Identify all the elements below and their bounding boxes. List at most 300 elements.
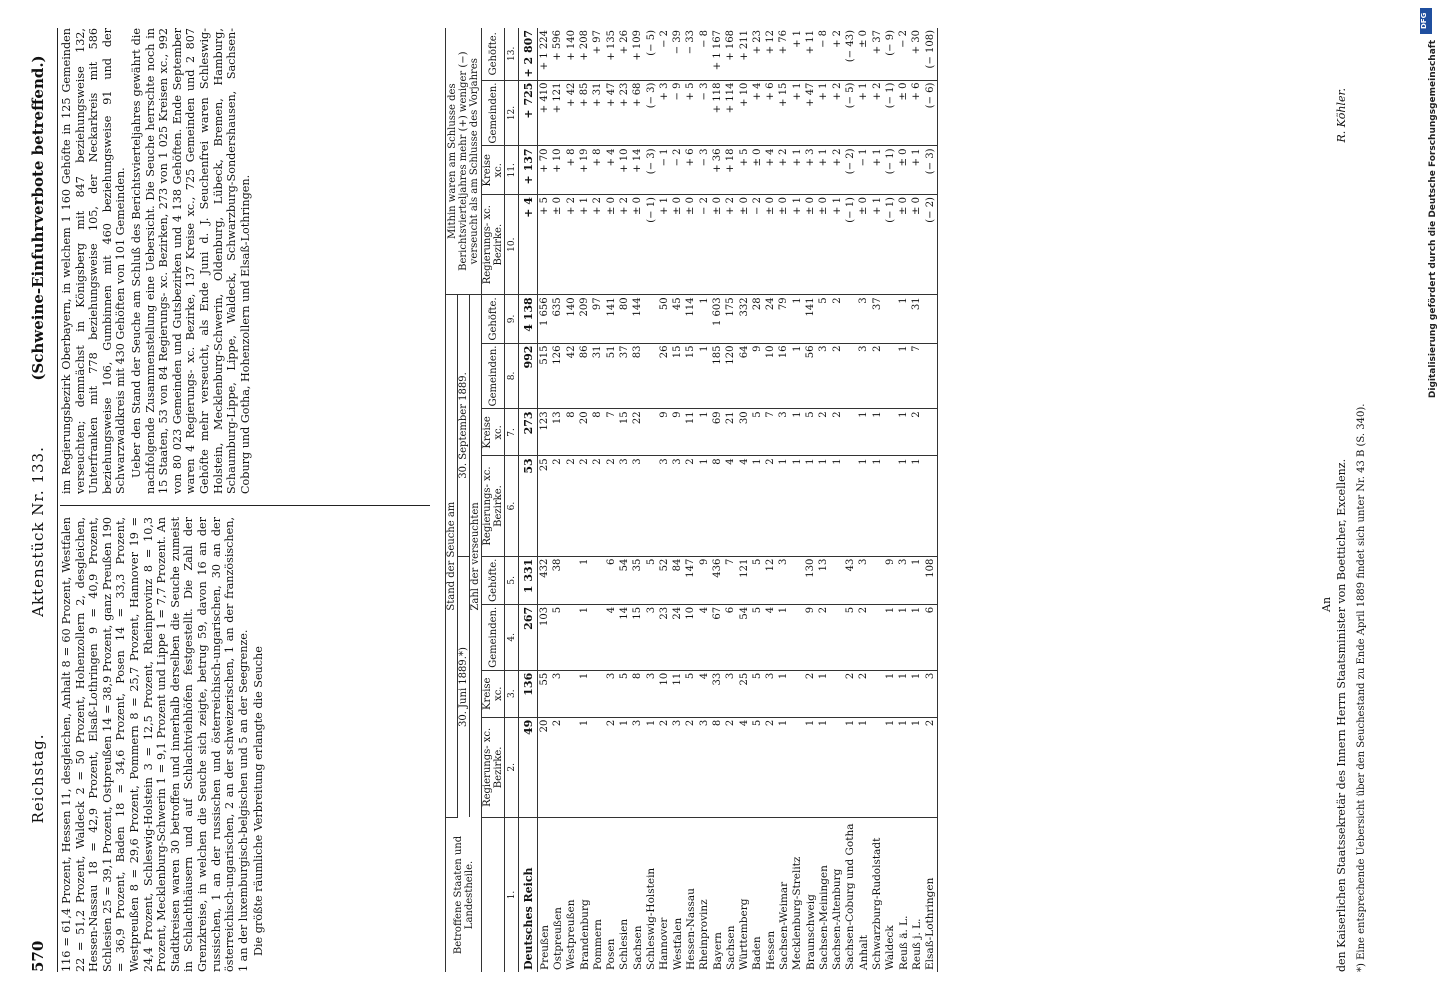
table-cell: 141 [804,295,817,343]
table-row [565,28,578,972]
table-cell [644,343,657,409]
right-paragraph: im Regierungsbezirk Oberbayern, in welchem 1 160 Gehöfte in 125 Gemeinden verseuchten; demnächst in Königsberg mit 847 beziehungsweise 132, Unterfranken mit 778 beziehungsweise 105, der Neckarkreis mit 586 beziehungsweise 106, Gumbinnen mit 460 beziehungsweise 91 und der Schwarzwaldkreis mit 430 Gehöften von 101 Gemeinden. [60,28,128,494]
table-cell: 1 [857,717,870,817]
table-cell: 1 656 [538,295,552,343]
table-cell: 51 [604,343,617,409]
table-cell: 7 [910,343,923,409]
column-number: 3. [505,670,519,717]
table-cell: ± 0 [897,195,910,295]
table-cell: 9 [698,556,711,604]
table-cell [565,670,578,717]
table-cell [884,343,897,409]
table-cell: 38 [551,556,564,604]
table-row [857,28,870,972]
table-cell: 635 [551,295,564,343]
column-divider [60,505,430,506]
table-cell: 1 [857,456,870,556]
table-cell: 3 [658,456,671,556]
table-cell: ± 0 [631,195,644,295]
left-paragraph: 116 = 61,4 Prozent, Hessen 11, desgleichen, Anhalt 8 = 60 Prozent, Westfalen 22 = 51,2 Prozent, Waldeck 2 = 50 Prozent, Hohenzollern 2, desgleichen, Hessen-Nassau 18 = 42,9 Prozent, Elsaß-Lothringen 9 = 40,9 Prozent, Schlesien 25 = 39,1 Prozent, Ostpreußen 14 = 38,9 Prozent, ganz Preußen 190 = 36,9 Prozent, Baden 18 = 34,6 Prozent, Posen 14 = 33,3 Prozent, Westpreußen 8 = 29,6 Prozent, Pommern 8 = 25,7 Prozent, Hannover 19 = 24,4 Prozent, Schleswig-Holstein 3 = 12,5 Prozent, Rheinprovinz 8 = 10,3 Prozent, Mecklenburg-Schwerin 1 = 9,1 Prozent und Lippe 1 = 7,7 Prozent. An Stadtkreisen waren 30 betroffen und innerhalb derselben die Seuche zumeist in Schlachthäusern und auf Schlachtviehhöfen festgestellt. Die Zahl der Grenzkreise, in welchen die Seuche sich zeigte, betrug 59, davon 16 an der russischen, 1 an der russischen und österreichisch-ungarischen, 30 an der österreichisch-ungarischen, 2 an der schweizerischen, 1 an der französischen, 1 an der luxemburgisch-belgischen und 5 an der Seegrenze. [60,517,250,972]
footer-an: An [1320,596,1333,612]
table-cell: + 168 [724,28,737,80]
table-cell: 3 [631,717,644,817]
table-cell: 69 [711,409,724,456]
table-cell [844,456,857,556]
table-cell: + 15 [777,80,790,146]
table-cell: 11 [684,409,697,456]
table-cell: (− 108) [924,28,938,80]
table-cell: + 1 [870,146,883,195]
table-row [519,28,538,972]
table-cell: ± 0 [711,195,724,295]
table-cell: ± 0 [897,146,910,195]
state-name: Ostpreußen [551,907,564,970]
header-stand: Stand der Seuche am [446,295,458,818]
table-cell: + 1 [831,195,844,295]
table-cell: + 1 224 [538,28,552,80]
table-cell: 2 [857,604,870,670]
table-cell: 9 [804,604,817,670]
footnote: *) Eine entsprechende Uebersicht über den Seuchestand zu Ende April 1889 findet sich unter Nr. 43 B (S. 340). [1356,403,1367,972]
table-cell: − 2 [698,195,711,295]
table-cell: 1 [578,717,591,817]
table-cell: 4 [698,604,711,670]
table-cell: 35 [631,556,644,604]
table-cell: + 137 [519,146,538,195]
table-cell: 20 [538,717,552,817]
table-cell: 1 [698,409,711,456]
table-cell: ± 0 [910,195,923,295]
table-cell: 3 [817,343,830,409]
table-cell: + 4 [764,146,777,195]
table-cell: + 5 [737,146,750,195]
table-cell: 2 [817,409,830,456]
table-cell: 1 [804,456,817,556]
table-cell: 273 [519,409,538,456]
table-cell: + 2 [870,80,883,146]
table-cell: + 1 [791,146,804,195]
column-number: 5. [505,556,519,604]
table-cell: 2 [857,670,870,717]
table-body [519,28,938,972]
table-cell: 332 [737,295,750,343]
state-name: Hannover [658,917,671,970]
table-cell: 3 [857,295,870,343]
table-cell [644,456,657,556]
table-row [764,28,777,972]
table-row [578,28,591,972]
table-cell: + 1 [791,195,804,295]
state-name: Hessen [764,930,777,970]
table-cell: 12 [764,556,777,604]
table-cell: 436 [711,556,724,604]
table-cell: 10 [658,670,671,717]
table-cell: + 135 [604,28,617,80]
table-cell: 3 [764,670,777,717]
table-cell: 1 [777,456,790,556]
table-cell: 7 [724,556,737,604]
state-name: Reuß j. L. [910,918,923,970]
column-number: 4. [505,604,519,670]
table-cell: + 97 [591,28,604,80]
table-cell: − 3 [698,146,711,195]
table-cell: 2 [831,343,844,409]
table-cell: 1 [870,409,883,456]
table-cell: − 8 [817,28,830,80]
table-cell: + 19 [578,146,591,195]
table-cell: 9 [884,556,897,604]
table-cell: + 1 [910,146,923,195]
table-cell: + 68 [631,80,644,146]
table-cell: + 47 [604,80,617,146]
state-name: Baden [751,936,764,970]
table-cell: 83 [631,343,644,409]
table-cell: (− 1) [844,195,857,295]
table-cell [591,604,604,670]
table-cell: 1 [791,456,804,556]
table-cell [870,717,883,817]
table-cell: 56 [804,343,817,409]
table-cell: − 1 [658,146,671,195]
table-row [751,28,764,972]
state-name: Sachsen [724,925,737,970]
table-cell: 8 [711,456,724,556]
table-cell: 6 [604,556,617,604]
table-cell: + 1 [857,80,870,146]
subheader: Gemeinden. [482,80,505,146]
table-cell: 1 [578,670,591,717]
table-cell [591,556,604,604]
table-cell: − 33 [684,28,697,80]
table-cell: + 76 [777,28,790,80]
subheader: Gehöfte. [482,295,505,343]
table-cell: + 8 [591,146,604,195]
state-name: Sachsen-Altenburg [831,868,844,970]
table-cell: ± 0 [684,195,697,295]
table-cell: 1 [897,295,910,343]
table-cell: 54 [737,604,750,670]
table-cell: 84 [671,556,684,604]
table-cell: + 2 [831,146,844,195]
table-cell: 1 [578,556,591,604]
table-cell: 13 [551,409,564,456]
table-cell [791,717,804,817]
table-cell: 5 [751,556,764,604]
table-cell [565,717,578,817]
table-cell: (− 1) [884,195,897,295]
table-cell: (− 1) [884,80,897,146]
table-cell: + 85 [578,80,591,146]
table-cell: − 2 [751,195,764,295]
table-cell: + 4 [519,195,538,295]
dfg-logo: DFG [1420,8,1432,34]
state-name: Schlesien [618,918,631,970]
table-cell: + 1 [870,195,883,295]
table-cell: 140 [565,295,578,343]
table-cell: (− 43) [844,28,857,80]
table-cell: + 2 [724,195,737,295]
state-name: Anhalt [857,935,870,970]
table-cell: + 70 [538,146,552,195]
state-name: Mecklenburg-Strelitz [791,856,804,970]
table-cell: 11 [671,670,684,717]
table-cell: 15 [671,343,684,409]
table-cell: + 596 [551,28,564,80]
table-cell: 21 [724,409,737,456]
table-row [618,28,631,972]
item-subject: (Schweine-Einfuhrverbote betreffend.) [29,55,47,381]
table-cell: 147 [684,556,697,604]
table-row [897,28,910,972]
table-cell: 185 [711,343,724,409]
table-cell: 1 603 [711,295,724,343]
table-cell: 121 [737,556,750,604]
table-cell: 5 [618,670,631,717]
table-cell: + 31 [591,80,604,146]
table-cell: + 11 [804,28,817,80]
table-cell: 1 [884,717,897,817]
table-cell: (− 3) [644,146,657,195]
table-cell: ± 0 [551,195,564,295]
table-cell: ± 0 [857,195,870,295]
header-rule [57,28,58,972]
table-cell: 28 [751,295,764,343]
state-name: Deutsches Reich [519,818,538,973]
table-cell: + 4 [604,146,617,195]
table-cell: + 2 [591,195,604,295]
table-cell: 126 [551,343,564,409]
table-cell: 79 [777,295,790,343]
table-cell: 2 [870,343,883,409]
table-cell [870,670,883,717]
table-cell: ± 0 [737,195,750,295]
column-number: 1. [505,818,519,973]
table-row [604,28,617,972]
table-cell: 1 [578,604,591,670]
table-cell: 3 [644,670,657,717]
column-number-row [505,28,519,972]
table-cell: + 5 [684,80,697,146]
table-cell: 30 [737,409,750,456]
column-number: 10. [505,195,519,295]
table-cell: − 2 [658,28,671,80]
table-cell: 1 [910,456,923,556]
table-cell: 15 [684,343,697,409]
table-cell [831,670,844,717]
table-cell [565,556,578,604]
table-cell: + 23 [618,80,631,146]
table-cell: + 1 [791,80,804,146]
table-cell: 45 [671,295,684,343]
table-row [724,28,737,972]
table-cell: + 10 [737,80,750,146]
table-cell: + 208 [578,28,591,80]
table-cell: 130 [804,556,817,604]
table-cell: ± 0 [764,195,777,295]
table-cell: 54 [618,556,631,604]
table-cell: + 10 [551,146,564,195]
table-cell: 1 [910,556,923,604]
table-row [538,28,552,972]
state-name: Elsaß-Lothringen [924,877,937,970]
state-name: Sachsen [631,925,644,970]
table-cell: 2 [724,717,737,817]
table-cell: + 140 [565,28,578,80]
table-cell: 141 [604,295,617,343]
table-row [551,28,564,972]
table-cell: 23 [658,604,671,670]
table-cell [924,295,938,343]
table-cell: 2 [764,456,777,556]
table-cell: 1 [698,295,711,343]
table-cell: 1 [910,604,923,670]
table-cell: 33 [711,670,724,717]
table-cell: (− 9) [884,28,897,80]
table-cell: 1 [831,456,844,556]
table-cell: + 410 [538,80,552,146]
table-cell [791,556,804,604]
table-cell: 1 [884,670,897,717]
table-cell [924,409,938,456]
table-cell: ± 0 [897,80,910,146]
table-cell: 8 [631,670,644,717]
table-cell: 120 [724,343,737,409]
table-cell: 2 [684,717,697,817]
table-cell: 3 [618,456,631,556]
subheader: Gemeinden. [482,604,505,670]
table-cell: + 1 [817,146,830,195]
header-diff: Mithin waren am Schlusse des Berichtsvierteljahres mehr (+) weniger (−) verseucht als am Schlusse des Vorjahres [446,28,482,295]
table-cell: + 2 [565,195,578,295]
table-cell: + 3 [658,80,671,146]
table-cell: 3 [724,670,737,717]
table-cell: 1 [791,295,804,343]
table-row [631,28,644,972]
state-name: Sachsen-Coburg und Gotha [844,823,857,970]
table-row [804,28,817,972]
table-cell: 15 [618,409,631,456]
table-cell: 2 [591,456,604,556]
table-cell: + 10 [618,146,631,195]
table-cell [831,556,844,604]
table-cell: 1 [897,343,910,409]
table-row [591,28,604,972]
right-paragraph: Ueber den Stand der Seuche am Schluß des Berichtsvierteljahres gewährt die nachfolgende Zusammenstellung eine Uebersicht. Die Seuche herrschte noch in 15 Staaten, 53 von 84 Regierungs- xc. Bezirken, 273 von 1 025 Kreisen xc., 992 von 80 023 Gemeinden und Gutsbezirken und 4 138 Gehöften. Ende September waren 4 Regierungs- xc. Bezirke, 137 Kreise xc., 725 Gemeinden und 2 807 Gehöfte mehr verseucht, als Ende Juni d. J. Seuchenfrei waren Schleswig-Holstein, Mecklenburg-Schwerin, Oldenburg, Lübeck, Bremen, Hamburg, Schaumburg-Lippe, Lippe, Waldeck, Schwarzburg-Sondershausen, Sachsen-Coburg und Gotha, Hohenzollern und Elsaß-Lothringen. [129,28,252,494]
table-cell: 2 [831,409,844,456]
table-cell [831,717,844,817]
table-cell: (− 5) [644,28,657,80]
table-cell [644,409,657,456]
table-cell: 3 [551,670,564,717]
table-row [924,28,938,972]
table-cell: 2 [551,456,564,556]
table-cell: + 6 [684,146,697,195]
table-cell [791,604,804,670]
table-cell: 2 [565,456,578,556]
table-cell: (− 2) [844,146,857,195]
table-cell: + 12 [764,28,777,80]
table-cell: 3 [631,456,644,556]
table-row [844,28,857,972]
table-cell: 26 [658,343,671,409]
column-number: 11. [505,146,519,195]
table-cell: + 2 [831,28,844,80]
table-cell: 4 [604,604,617,670]
state-name: Westpreußen [565,899,578,970]
column-number: 9. [505,295,519,343]
table-cell: + 109 [631,28,644,80]
subheader: Kreise xc. [482,670,505,717]
column-number: 2. [505,717,519,817]
table-cell [924,456,938,556]
table-cell: 2 [604,456,617,556]
table-cell: − 8 [698,28,711,80]
subheader: Kreise xc. [482,146,505,195]
state-name: Schleswig-Holstein [645,867,658,970]
item-title: Aktenstück Nr. 133. [29,446,47,617]
table-cell: + 2 [777,146,790,195]
table-cell: 1 [817,456,830,556]
table-cell: + 30 [910,28,923,80]
state-name: Württemberg [738,898,751,970]
table-cell: 1 [817,717,830,817]
table-cell: + 5 [538,195,552,295]
table-cell: 3 [857,343,870,409]
table-cell: − 1 [857,146,870,195]
table-cell: 14 [618,604,631,670]
table-cell: 3 [698,717,711,817]
table-cell: 2 [551,717,564,817]
table-cell: 1 [910,717,923,817]
table-cell: 5 [751,717,764,817]
table-cell: + 1 [817,80,830,146]
table-cell: 24 [671,604,684,670]
table-cell: 4 138 [519,295,538,343]
table-cell [884,456,897,556]
table-cell: 9 [658,409,671,456]
table-row [711,28,724,972]
table-cell: (− 1) [884,146,897,195]
table-cell: 5 [751,604,764,670]
table-cell: 5 [844,604,857,670]
table-row [737,28,750,972]
table-cell: 97 [591,295,604,343]
left-paragraph: Die größte räumliche Verbreitung erlangte die Seuche [252,646,266,956]
table-cell: 25 [538,456,552,556]
table-cell: 8 [565,409,578,456]
state-name: Waldeck [884,925,897,970]
table-row [870,28,883,972]
table-cell: + 1 167 [711,28,724,80]
state-name: Rheinprovinz [698,899,711,970]
table-cell: 8 [591,409,604,456]
table-cell: 2 [924,717,938,817]
table-cell: + 18 [724,146,737,195]
table-cell: 1 [884,604,897,670]
header-blank [482,818,505,973]
table-cell: + 1 [578,195,591,295]
table-row [791,28,804,972]
table-cell: 1 [897,604,910,670]
table-cell: 43 [844,556,857,604]
table-cell: 2 [910,409,923,456]
table-cell [870,604,883,670]
table-cell: 1 [844,717,857,817]
table-row [671,28,684,972]
table-cell: + 8 [565,146,578,195]
table-cell: 25 [737,670,750,717]
table-cell: 144 [631,295,644,343]
